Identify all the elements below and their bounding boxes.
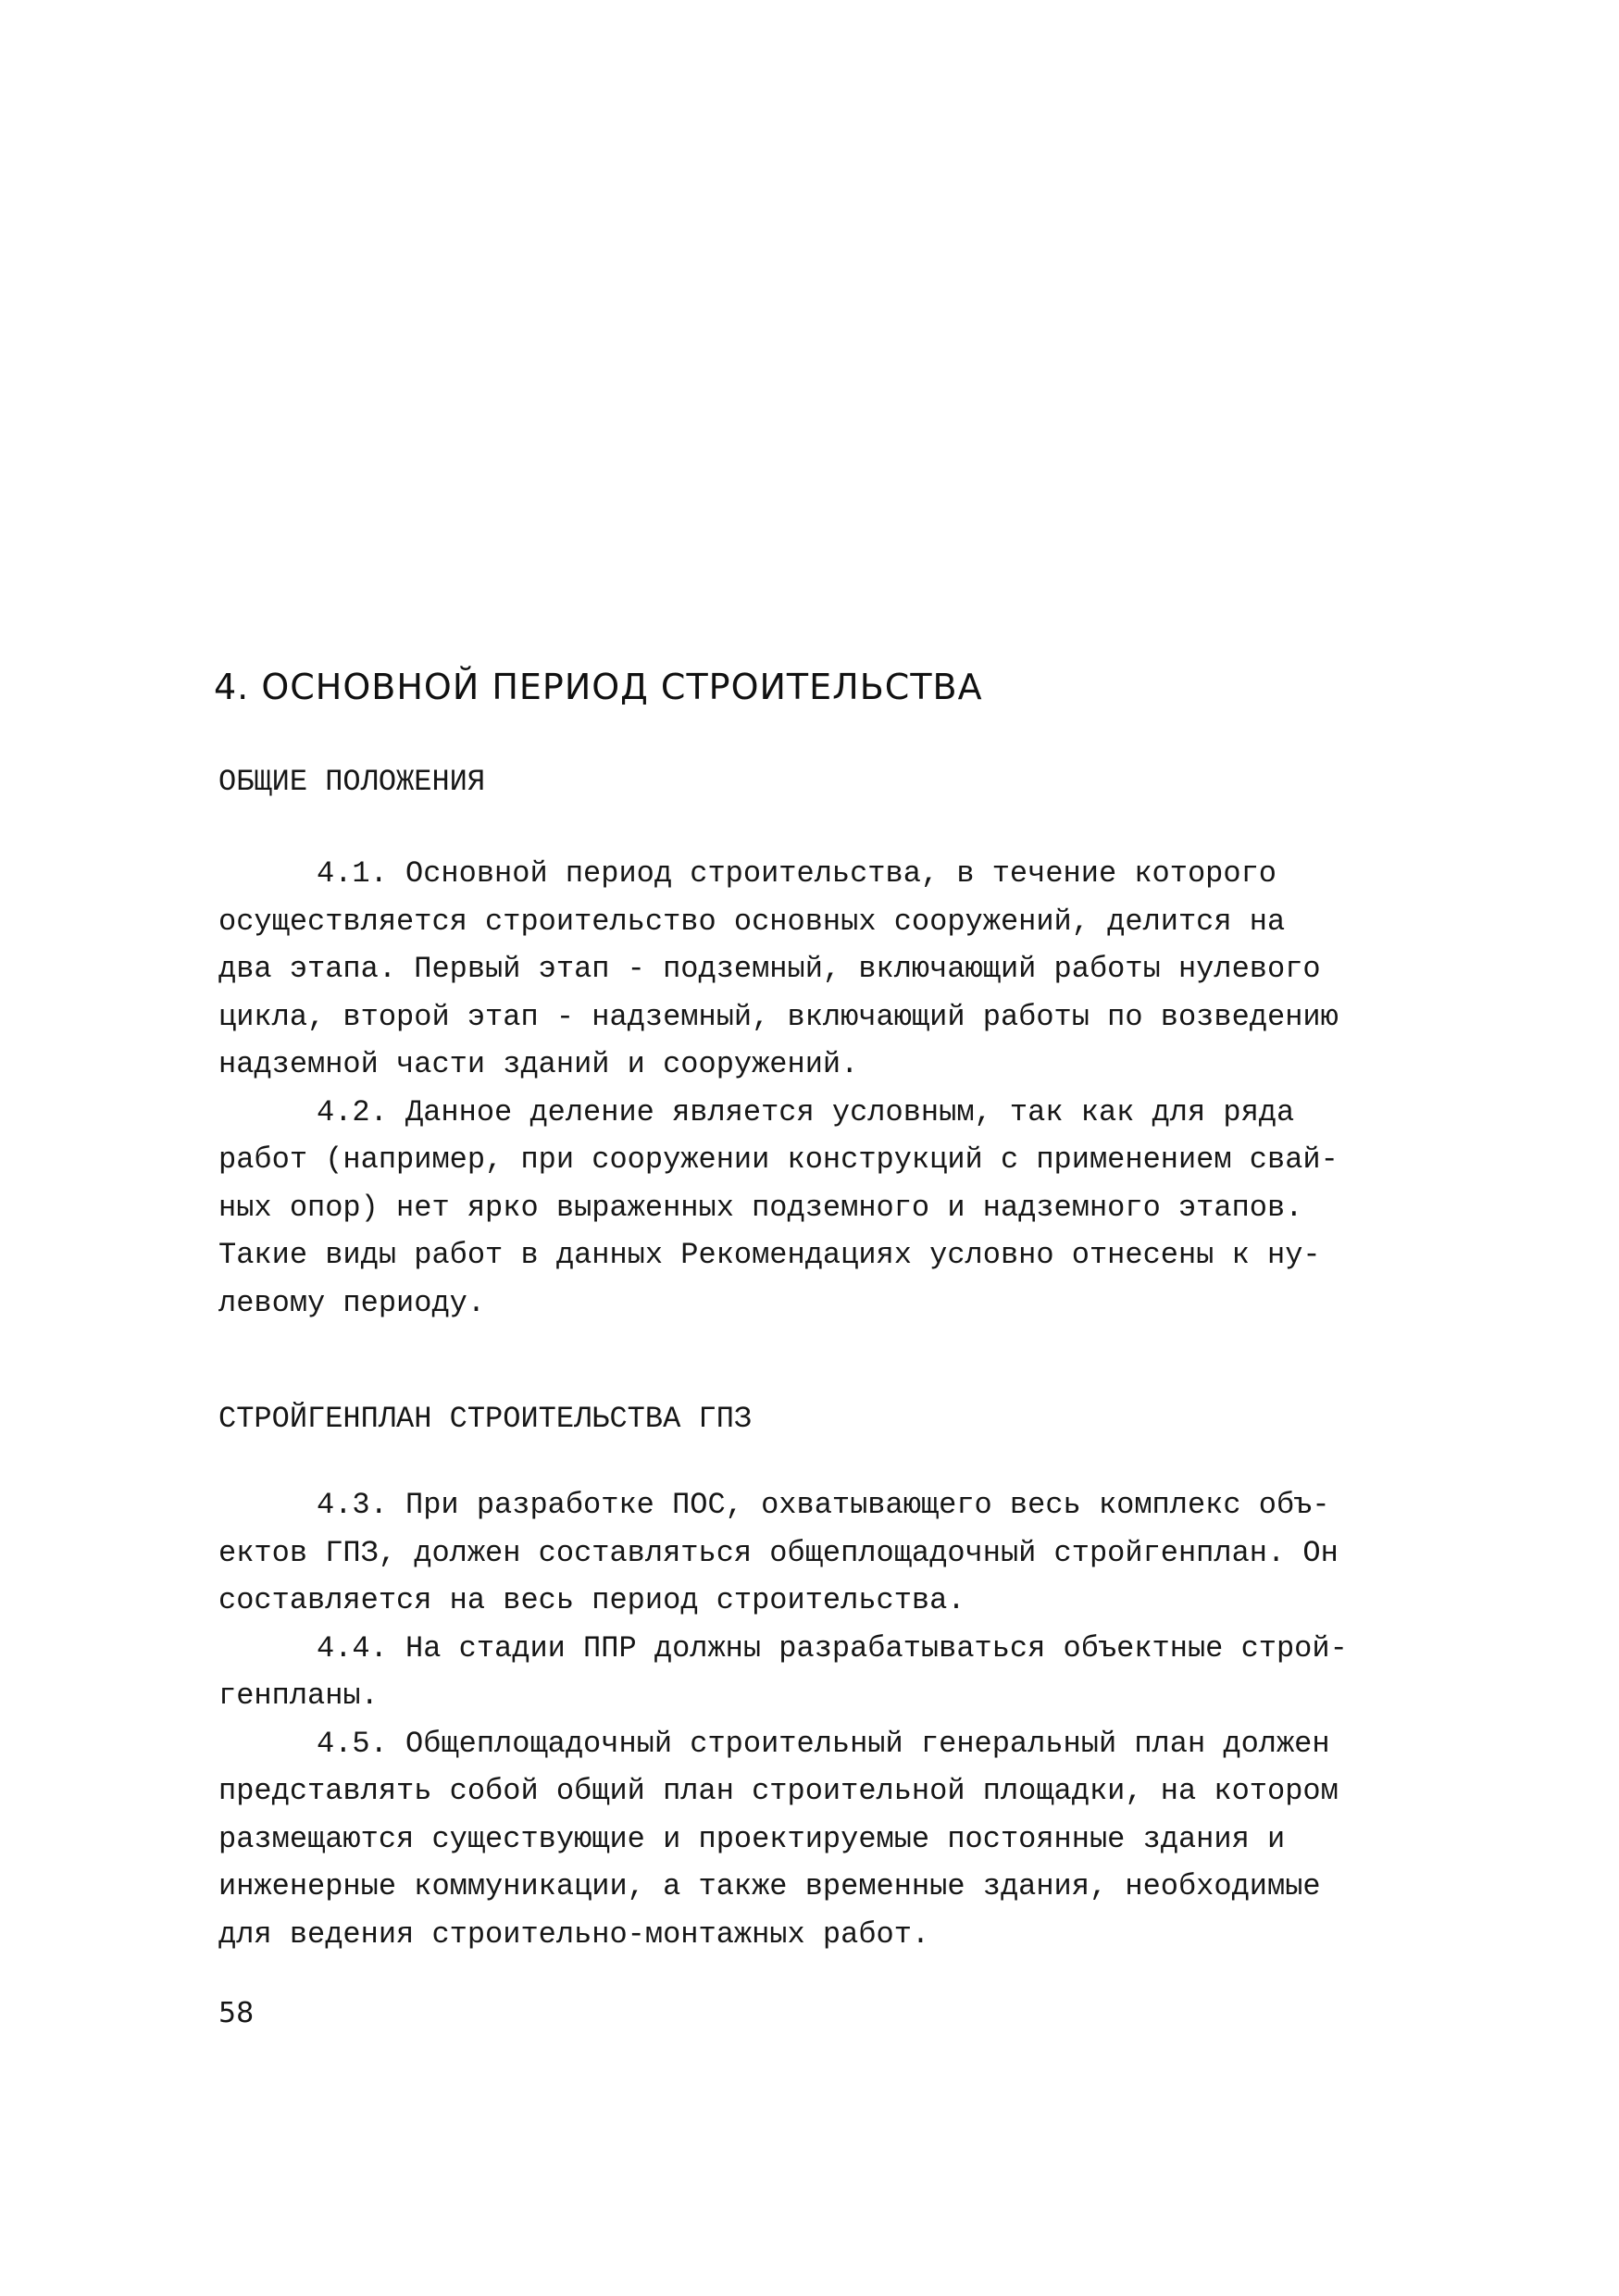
text-line: 4.4. На стадии ППР должны разрабатываться объектные строй- (317, 1630, 1348, 1666)
text-line: 4.2. Данное деление является условным, так как для ряда (317, 1094, 1295, 1129)
text-line: цикла, второй этап - надземный, включающий работы по возведению (218, 999, 1339, 1034)
text-line: составляется на весь период строительства. (218, 1583, 965, 1617)
text-line: представлять собой общий план строительной площадки, на котором (218, 1774, 1339, 1808)
text-line: два этапа. Первый этап - подземный, включающий работы нулевого (218, 952, 1321, 986)
text-line: генпланы. (218, 1678, 379, 1713)
text-line: размещаются существующие и проектируемые постоянные здания и (218, 1821, 1286, 1856)
text-line: левому периоду. (218, 1285, 486, 1320)
section-heading-site-plan: СТРОЙГЕНПЛАН СТРОИТЕЛЬСТВА ГПЗ (218, 1402, 753, 1436)
text-line: осуществляется строительство основных сооружений, делится на (218, 904, 1286, 939)
text-line: 4.3. При разработке ПОС, охватывающего весь комплекс объ- (317, 1488, 1330, 1522)
chapter-title: 4. ОСНОВНОЙ ПЕРИОД СТРОИТЕЛЬСТВА (214, 667, 983, 707)
text-line: ных опор) нет ярко выраженных подземного и надземного этапов. (218, 1190, 1303, 1225)
text-line: 4.5. Общеплощадочный строительный генеральный план должен (317, 1726, 1330, 1761)
section-body-site-plan (218, 1481, 1385, 1958)
text-line: работ (например, при сооружении конструкций с применением свай- (218, 1142, 1339, 1177)
paragraph-4-5 (218, 1720, 1385, 1959)
paragraph-4-2 (218, 1089, 1385, 1328)
section-heading-general: ОБЩИЕ ПОЛОЖЕНИЯ (218, 765, 486, 799)
text-line: ектов ГПЗ, должен составляться общеплощадочный стройгенплан. Он (218, 1535, 1339, 1570)
text-line: 4.1. Основной период строительства, в течение которого (317, 856, 1277, 891)
text-line: Такие виды работ в данных Рекомендациях условно отнесены к ну- (218, 1238, 1321, 1272)
paragraph-4-3 (218, 1481, 1385, 1625)
text-line: надземной части зданий и сооружений. (218, 1047, 859, 1081)
paragraph-4-4 (218, 1625, 1385, 1720)
section-body-general (218, 850, 1385, 1327)
paragraph-4-1 (218, 850, 1385, 1089)
text-line: для ведения строительно-монтажных работ. (218, 1916, 930, 1952)
text-line: инженерные коммуникации, а также временные здания, необходимые (218, 1869, 1321, 1903)
page-number: 58 (218, 1997, 255, 2029)
